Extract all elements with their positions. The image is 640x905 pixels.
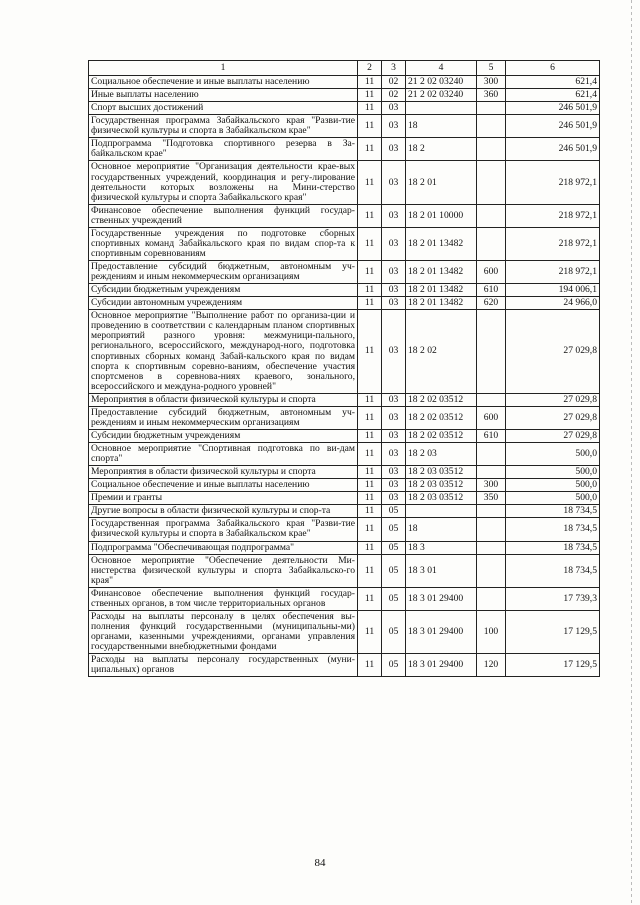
target-article-code: 18 2 01 13482 xyxy=(406,261,477,284)
expense-name: Субсидии бюджетным учреждениям xyxy=(89,284,358,297)
subsection-code: 03 xyxy=(382,102,406,115)
expense-name: Подпрограмма "Обеспечивающая подпрограмма" xyxy=(89,541,358,554)
section-code: 11 xyxy=(358,102,382,115)
amount: 17 739,3 xyxy=(506,587,600,610)
target-article-code: 21 2 02 03240 xyxy=(406,76,477,89)
section-code: 11 xyxy=(358,284,382,297)
expense-type-code xyxy=(477,505,506,518)
expense-type-code xyxy=(477,554,506,587)
subsection-code: 05 xyxy=(382,610,406,653)
expense-type-code xyxy=(477,310,506,394)
header-col-3: 3 xyxy=(382,61,406,76)
target-article-code: 18 2 03 03512 xyxy=(406,479,477,492)
target-article-code xyxy=(406,505,477,518)
expense-name: Субсидии автономным учреждениям xyxy=(89,297,358,310)
section-code: 11 xyxy=(358,310,382,394)
subsection-code: 03 xyxy=(382,406,406,429)
header-col-6: 6 xyxy=(506,61,600,76)
expense-name: Расходы на выплаты персоналу в целях обеспечения вы-полнения функций государственными (муниципальны-ми) органами, казенными учреждениями, органами управления государственными внебюджетными фондами xyxy=(89,610,358,653)
target-article-code: 18 3 xyxy=(406,541,477,554)
header-col-2: 2 xyxy=(358,61,382,76)
target-article-code: 18 2 01 10000 xyxy=(406,204,477,227)
amount: 27 029,8 xyxy=(506,406,600,429)
table-row xyxy=(89,443,600,466)
header-col-1: 1 xyxy=(89,61,358,76)
table-row xyxy=(89,261,600,284)
amount: 246 501,9 xyxy=(506,102,600,115)
subsection-code: 05 xyxy=(382,541,406,554)
expense-name: Предоставление субсидий бюджетным, автономным уч-реждениям и иным некоммерческим организациям xyxy=(89,406,358,429)
expense-type-code xyxy=(477,518,506,541)
section-code: 11 xyxy=(358,297,382,310)
section-code: 11 xyxy=(358,89,382,102)
expense-type-code: 300 xyxy=(477,479,506,492)
amount: 18 734,5 xyxy=(506,554,600,587)
target-article-code: 18 3 01 29400 xyxy=(406,610,477,653)
subsection-code: 02 xyxy=(382,76,406,89)
amount: 621,4 xyxy=(506,89,600,102)
target-article-code: 18 2 02 03512 xyxy=(406,406,477,429)
expense-name: Спорт высших достижений xyxy=(89,102,358,115)
amount: 218 972,1 xyxy=(506,227,600,260)
table-row xyxy=(89,587,600,610)
table-row xyxy=(89,492,600,505)
section-code: 11 xyxy=(358,541,382,554)
expense-name: Иные выплаты населению xyxy=(89,89,358,102)
section-code: 11 xyxy=(358,505,382,518)
expense-type-code: 600 xyxy=(477,261,506,284)
target-article-code: 18 2 02 03512 xyxy=(406,393,477,406)
target-article-code: 18 2 03 xyxy=(406,443,477,466)
table-row xyxy=(89,406,600,429)
section-code: 11 xyxy=(358,161,382,204)
table-row xyxy=(89,518,600,541)
section-code: 11 xyxy=(358,429,382,442)
expense-type-code xyxy=(477,443,506,466)
expense-name: Мероприятия в области физической культуры и спорта xyxy=(89,393,358,406)
expense-type-code: 100 xyxy=(477,610,506,653)
expense-type-code: 360 xyxy=(477,89,506,102)
expense-type-code xyxy=(477,204,506,227)
table-row xyxy=(89,138,600,161)
amount: 18 734,5 xyxy=(506,541,600,554)
expense-name: Финансовое обеспечение выполнения функций государ-ственных органов, в том числе территориальных органов xyxy=(89,587,358,610)
target-article-code: 18 2 02 xyxy=(406,310,477,394)
expense-type-code xyxy=(477,161,506,204)
subsection-code: 03 xyxy=(382,492,406,505)
table-row xyxy=(89,610,600,653)
target-article-code: 18 3 01 29400 xyxy=(406,654,477,677)
subsection-code: 03 xyxy=(382,161,406,204)
target-article-code: 18 3 01 29400 xyxy=(406,587,477,610)
table-row xyxy=(89,310,600,394)
table-row xyxy=(89,393,600,406)
target-article-code: 21 2 02 03240 xyxy=(406,89,477,102)
section-code: 11 xyxy=(358,204,382,227)
table-row xyxy=(89,479,600,492)
amount: 621,4 xyxy=(506,76,600,89)
section-code: 11 xyxy=(358,654,382,677)
target-article-code: 18 3 01 xyxy=(406,554,477,587)
section-code: 11 xyxy=(358,554,382,587)
section-code: 11 xyxy=(358,492,382,505)
section-code: 11 xyxy=(358,479,382,492)
section-code: 11 xyxy=(358,393,382,406)
section-code: 11 xyxy=(358,466,382,479)
section-code: 11 xyxy=(358,76,382,89)
section-code: 11 xyxy=(358,227,382,260)
table-row xyxy=(89,76,600,89)
expense-type-code: 620 xyxy=(477,297,506,310)
table-row xyxy=(89,115,600,138)
expense-name: Государственная программа Забайкальского края "Разви-тие физической культуры и спорта в Забайкальском крае" xyxy=(89,518,358,541)
header-col-5: 5 xyxy=(477,61,506,76)
expense-name: Основное мероприятие "Спортивная подготовка по ви-дам спорта" xyxy=(89,443,358,466)
expense-name: Другие вопросы в области физической культуры и спор-та xyxy=(89,505,358,518)
table-row xyxy=(89,227,600,260)
amount: 218 972,1 xyxy=(506,261,600,284)
page-number: 84 xyxy=(314,857,326,869)
expense-type-code xyxy=(477,393,506,406)
expense-type-code xyxy=(477,227,506,260)
expense-name: Подпрограмма "Подготовка спортивного резерва в За-байкальском крае" xyxy=(89,138,358,161)
expense-name: Мероприятия в области физической культуры и спорта xyxy=(89,466,358,479)
expense-name: Предоставление субсидий бюджетным, автономным уч-реждениям и иным некоммерческим организациям xyxy=(89,261,358,284)
amount: 246 501,9 xyxy=(506,115,600,138)
target-article-code: 18 2 01 13482 xyxy=(406,227,477,260)
expense-type-code xyxy=(477,102,506,115)
section-code: 11 xyxy=(358,115,382,138)
subsection-code: 03 xyxy=(382,284,406,297)
amount: 27 029,8 xyxy=(506,310,600,394)
subsection-code: 03 xyxy=(382,443,406,466)
amount: 500,0 xyxy=(506,492,600,505)
amount: 500,0 xyxy=(506,466,600,479)
table-row xyxy=(89,654,600,677)
subsection-code: 03 xyxy=(382,138,406,161)
target-article-code: 18 2 02 03512 xyxy=(406,429,477,442)
section-code: 11 xyxy=(358,138,382,161)
expense-type-code: 610 xyxy=(477,284,506,297)
amount: 194 006,1 xyxy=(506,284,600,297)
expense-name: Финансовое обеспечение выполнения функций государ-ственных учреждений xyxy=(89,204,358,227)
table-row xyxy=(89,429,600,442)
subsection-code: 03 xyxy=(382,297,406,310)
subsection-code: 03 xyxy=(382,393,406,406)
expense-name: Государственные учреждения по подготовке сборных спортивных команд Забайкальского края по видам спор-та к спортивным соревнованиям xyxy=(89,227,358,260)
target-article-code: 18 2 01 13482 xyxy=(406,284,477,297)
table-row xyxy=(89,505,600,518)
subsection-code: 03 xyxy=(382,429,406,442)
amount: 500,0 xyxy=(506,479,600,492)
budget-table xyxy=(88,60,600,677)
expense-name: Государственная программа Забайкальского края "Разви-тие физической культуры и спорта в Забайкальском крае" xyxy=(89,115,358,138)
amount: 18 734,5 xyxy=(506,518,600,541)
amount: 27 029,8 xyxy=(506,393,600,406)
header-col-4: 4 xyxy=(406,61,477,76)
table-row xyxy=(89,297,600,310)
target-article-code: 18 xyxy=(406,115,477,138)
expense-name: Основное мероприятие "Выполнение работ по организа-ции и проведению в соответствии с календарным планом спортивных мероприятий разного уровня: межмуници-пального, регионального, всероссийского, международ-ного, подготовка спортивных сборных команд Забай-кальского края по видам спорта к спортивным соревно-ваниям, обеспечение участия спортсменов в соревнова-ниях краевого, зонального, всероссийского и междуна-родного уровней" xyxy=(89,310,358,394)
expense-type-code xyxy=(477,115,506,138)
target-article-code xyxy=(406,102,477,115)
section-code: 11 xyxy=(358,587,382,610)
table-row xyxy=(89,89,600,102)
target-article-code: 18 xyxy=(406,518,477,541)
table-row xyxy=(89,161,600,204)
amount: 17 129,5 xyxy=(506,654,600,677)
expense-type-code xyxy=(477,138,506,161)
expense-name: Социальное обеспечение и иные выплаты населению xyxy=(89,76,358,89)
subsection-code: 05 xyxy=(382,505,406,518)
subsection-code: 03 xyxy=(382,479,406,492)
expense-type-code: 600 xyxy=(477,406,506,429)
expense-name: Премии и гранты xyxy=(89,492,358,505)
expense-name: Субсидии бюджетным учреждениям xyxy=(89,429,358,442)
section-code: 11 xyxy=(358,518,382,541)
amount: 18 734,5 xyxy=(506,505,600,518)
table-row xyxy=(89,102,600,115)
subsection-code: 03 xyxy=(382,310,406,394)
amount: 500,0 xyxy=(506,443,600,466)
subsection-code: 05 xyxy=(382,554,406,587)
subsection-code: 05 xyxy=(382,587,406,610)
expense-type-code xyxy=(477,587,506,610)
amount: 27 029,8 xyxy=(506,429,600,442)
table-row xyxy=(89,204,600,227)
subsection-code: 03 xyxy=(382,204,406,227)
section-code: 11 xyxy=(358,610,382,653)
expense-type-code: 120 xyxy=(477,654,506,677)
target-article-code: 18 2 01 13482 xyxy=(406,297,477,310)
expense-type-code: 350 xyxy=(477,492,506,505)
section-code: 11 xyxy=(358,406,382,429)
target-article-code: 18 2 01 xyxy=(406,161,477,204)
amount: 218 972,1 xyxy=(506,161,600,204)
section-code: 11 xyxy=(358,261,382,284)
expense-name: Расходы на выплаты персоналу государственных (муни-ципальных) органов xyxy=(89,654,358,677)
subsection-code: 03 xyxy=(382,466,406,479)
amount: 24 966,0 xyxy=(506,297,600,310)
expense-type-code xyxy=(477,466,506,479)
table-row xyxy=(89,284,600,297)
amount: 246 501,9 xyxy=(506,138,600,161)
subsection-code: 03 xyxy=(382,115,406,138)
target-article-code: 18 2 03 03512 xyxy=(406,492,477,505)
subsection-code: 02 xyxy=(382,89,406,102)
expense-type-code: 300 xyxy=(477,76,506,89)
expense-type-code: 610 xyxy=(477,429,506,442)
target-article-code: 18 2 xyxy=(406,138,477,161)
section-code: 11 xyxy=(358,443,382,466)
table-body xyxy=(89,76,600,677)
subsection-code: 03 xyxy=(382,227,406,260)
page-edge-line xyxy=(631,0,632,905)
table-header-row xyxy=(89,61,600,76)
subsection-code: 05 xyxy=(382,518,406,541)
subsection-code: 03 xyxy=(382,261,406,284)
table-row xyxy=(89,466,600,479)
expense-name: Основное мероприятие "Организация деятельности крае-вых государственных учреждений, координация и регу-лирование деятельности которых возложены на Мини-стерство физической культуры и спорта Забайкальского края" xyxy=(89,161,358,204)
table-row xyxy=(89,541,600,554)
amount: 17 129,5 xyxy=(506,610,600,653)
subsection-code: 05 xyxy=(382,654,406,677)
expense-type-code xyxy=(477,541,506,554)
table-row xyxy=(89,554,600,587)
expense-name: Социальное обеспечение и иные выплаты населению xyxy=(89,479,358,492)
amount: 218 972,1 xyxy=(506,204,600,227)
target-article-code: 18 2 03 03512 xyxy=(406,466,477,479)
expense-name: Основное мероприятие "Обеспечение деятельности Ми-нистерства физической культуры и спорта Забайкальско-го края" xyxy=(89,554,358,587)
